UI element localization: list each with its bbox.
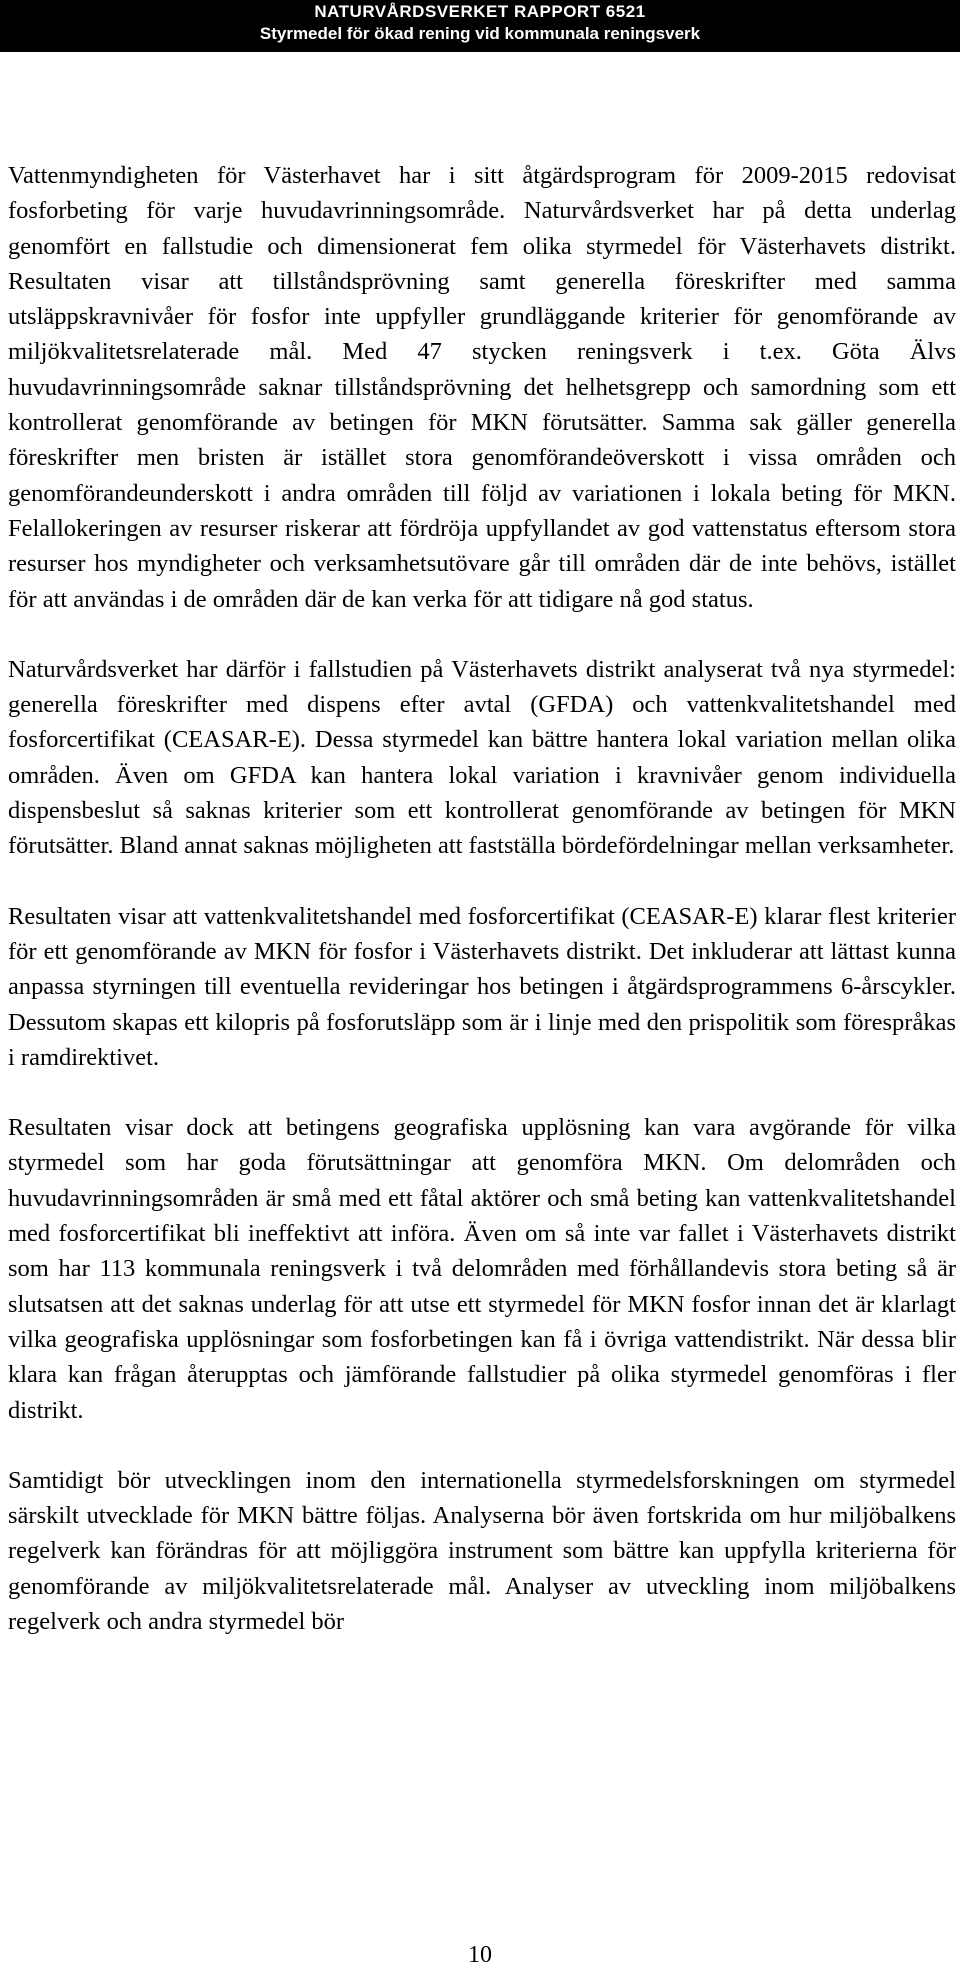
report-header: [0, 0, 960, 52]
paragraph-3: Resultaten visar att vattenkvalitetshandel med fosforcertifikat (CEASAR-E) klarar flest kriterier för ett genomförande av MKN för fosfor i Västerhavets distrikt. Det inkluderar att lättast kunna anpassa styrningen till eventuella revideringar hos betingen i åtgärdsprogrammens 6-årscykler. Dessutom skapas ett kilopris på fosforutsläpp som är i linje med den prispolitik som förespråkas i ramdirektivet.: [8, 902, 956, 1071]
paragraph-4: Resultaten visar dock att betingens geografiska upplösning kan vara avgörande för vilka styrmedel som har goda förutsättningar att genomföra MKN. Om delområden och huvudavrinningsområden är små med ett fåtal aktörer och små beting kan vattenkvalitetshandel med fosforcertifikat bli ineffektivt att införa. Även om så inte var fallet i Västerhavets distrikt som har 113 kommunala reningsverk i två delområden med förhållandevis stora beting så är slutsatsen att det saknas underlag för att utse ett styrmedel för MKN fosfor innan det är klarlagt vilka geografiska upplösningar som fosforbetingen kan få i övriga vattendistrikt. När dessa blir klara kan frågan återupptas och jämförande fallstudier på olika styrmedel genomföras i fler distrikt.: [8, 1114, 956, 1424]
body-text: [8, 158, 956, 1674]
paragraph-1: Vattenmyndigheten för Västerhavet har i sitt åtgärdsprogram för 2009-2015 redovisat fosforbeting för varje huvudavrinningsområde. Naturvårdsverket har på detta underlag genomfört en fallstudie och dimensionerat fem olika styrmedel för Västerhavets distrikt. Resultaten visar att tillståndsprövning samt generella föreskrifter med samma utsläppskravnivåer för fosfor inte uppfyller grundläggande kriterier för genomförande av miljökvalitetsrelaterade mål. Med 47 stycken reningsverk i t.ex. Göta Älvs huvudavrinningsområde saknar tillståndsprövning det helhetsgrepp och samordning som ett kontrollerat genomförande av betingen för MKN förutsätter. Samma sak gäller generella föreskrifter men bristen är istället stora genomförandeöverskott i vissa områden och genomförandeunderskott i andra områden till följd av variationen i lokala beting för MKN. Felallokeringen av resurser riskerar att fördröja uppfyllandet av god vattenstatus eftersom stora resurser hos myndigheter och verksamhetsutövare går till områden där de inte behövs, istället för att användas i de områden där de kan verka för att tidigare nå god status.: [8, 162, 956, 613]
report-subtitle: Styrmedel för ökad rening vid kommunala reningsverk: [259, 24, 701, 43]
paragraph-2: Naturvårdsverket har därför i fallstudien på Västerhavets distrikt analyserat två nya styrmedel: generella föreskrifter med dispens efter avtal (GFDA) och vattenkvalitetshandel med fosforcertifikat (CEASAR-E). Dessa styrmedel kan bättre hantera lokal variation mellan olika områden. Även om GFDA kan hantera lokal variation i kravnivåer genom individuella dispensbeslut så saknas kriterier som ett kontrollerat genomförande av betingen för MKN förutsätter. Bland annat saknas möjligheten att fastställa bördefördelningar mellan verksamheter.: [8, 655, 956, 860]
page-number: 10: [468, 1942, 492, 1968]
paragraph-5: Samtidigt bör utvecklingen inom den internationella styrmedelsforskningen om styrmedel särskilt utvecklade för MKN bättre följas. Analyserna bör även fortskrida om hur miljöbalkens regelverk kan förändras för att möjliggöra instrument som bättre kan uppfylla kriterierna för genomförande av miljökvalitetsrelaterade mål. Analyser av utveckling inom miljöbalkens regelverk och andra styrmedel bör: [8, 1466, 956, 1635]
report-title: NATURVÅRDSVERKET RAPPORT 6521: [314, 2, 646, 21]
